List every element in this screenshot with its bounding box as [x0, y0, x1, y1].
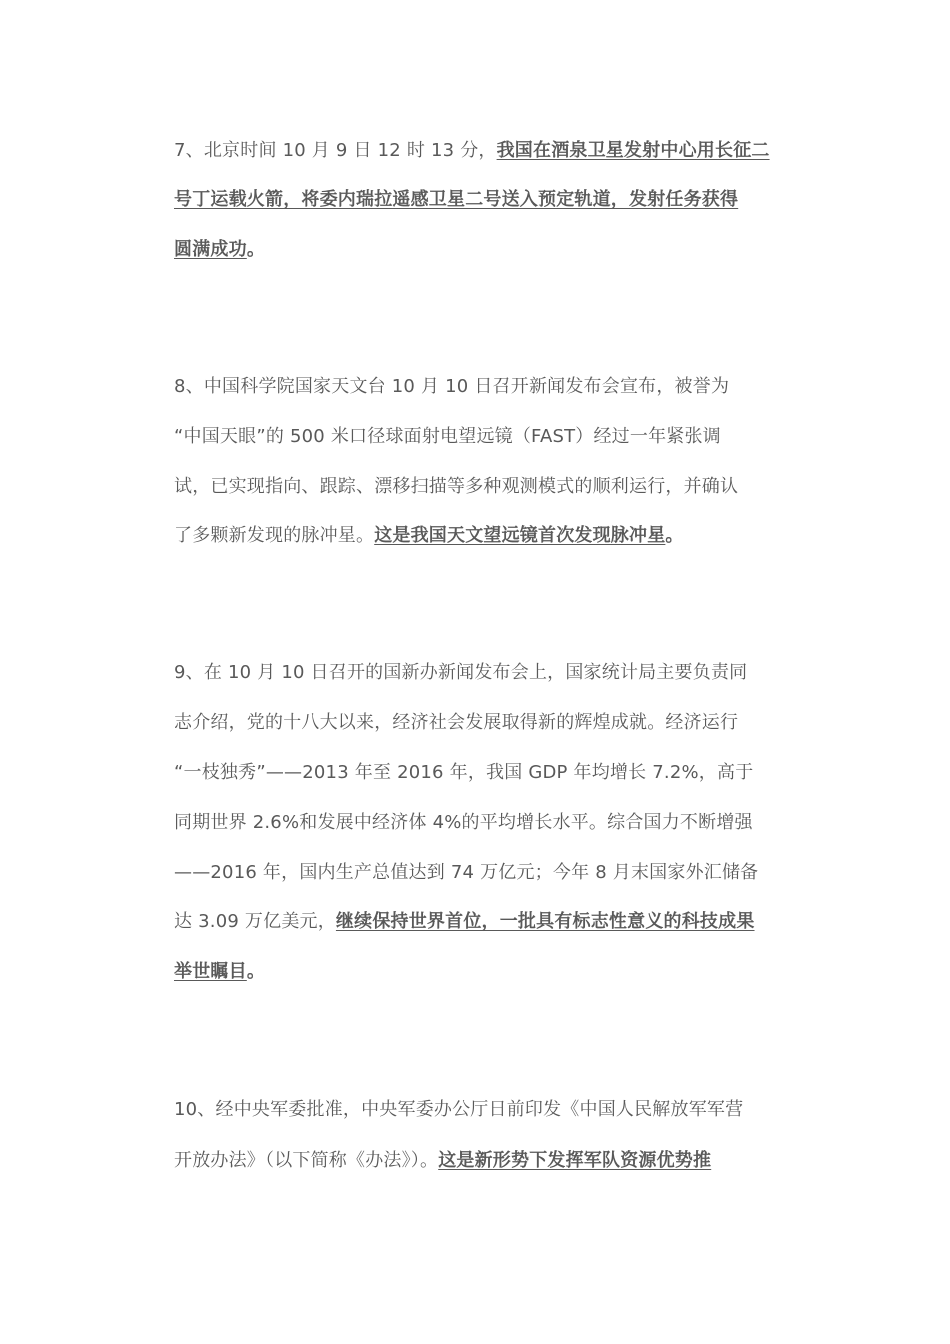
- item-7-line-3: [174, 238, 265, 262]
- emphasized-text: 这是我国天文望远镜首次发现脉冲星: [374, 525, 666, 546]
- item-8-line-3: [174, 475, 738, 499]
- emphasized-text: 号丁运载火箭，将委内瑞拉遥感卫星二号送入预定轨道，发射任务获得: [174, 189, 739, 210]
- item-7-line-1: [174, 139, 770, 163]
- plain-text: 同期世界 2.6%和发展中经济体 4%的平均增长水平。综合国力不断增强: [174, 812, 753, 833]
- item-8-line-2: [174, 425, 721, 449]
- plain-text: 试，已实现指向、跟踪、漂移扫描等多种观测模式的顺利运行，并确认: [174, 476, 739, 497]
- emphasized-text: 我国在酒泉卫星发射中心用长征二: [496, 140, 770, 161]
- item-9-line-4: [174, 811, 753, 835]
- item-9-line-5: [174, 861, 758, 885]
- plain-text: 9、在 10 月 10 日召开的国新办新闻发布会上，国家统计局主要负责同: [174, 662, 748, 683]
- plain-text: “中国天眼”的 500 米口径球面射电望远镜（FAST）经过一年紧张调: [174, 426, 721, 447]
- item-9-line-6: [174, 910, 755, 934]
- item-10-line-1: [174, 1098, 743, 1122]
- plain-text: “一枝独秀”——2013 年至 2016 年，我国 GDP 年均增长 7.2%，高于: [174, 762, 754, 783]
- emphasized-text: 继续保持世界首位，一批具有标志性意义的科技成果: [335, 911, 755, 932]
- emphasized-text: 这是新形势下发挥军队资源优势推: [438, 1150, 712, 1171]
- item-8-line-1: [174, 375, 729, 399]
- item-9-line-1: [174, 661, 747, 685]
- plain-text: ——2016 年，国内生产总值达到 74 万亿元；今年 8 月末国家外汇储备: [174, 862, 759, 883]
- emphasized-text: 举世瞩目: [174, 961, 247, 982]
- tail-punctuation: 。: [665, 525, 684, 546]
- plain-text: 达 3.09 万亿美元，: [174, 911, 336, 932]
- item-7-line-2: [174, 188, 738, 212]
- item-9-line-7: [174, 960, 265, 984]
- item-8-line-4: [174, 524, 684, 548]
- plain-text: 10、经中央军委批准，中央军委办公厅日前印发《中国人民解放军军营: [174, 1099, 744, 1120]
- tail-punctuation: 。: [246, 239, 266, 260]
- plain-text: 志介绍，党的十八大以来，经济社会发展取得新的辉煌成就。经济运行: [174, 712, 739, 733]
- plain-text: 8、中国科学院国家天文台 10 月 10 日召开新闻发布会宣布，被誉为: [174, 376, 730, 397]
- item-10-line-2: [174, 1149, 711, 1173]
- plain-text: 开放办法》（以下简称《办法》）。: [174, 1150, 439, 1171]
- plain-text: 了多颗新发现的脉冲星。: [174, 525, 375, 546]
- item-9-line-2: [174, 711, 738, 735]
- tail-punctuation: 。: [246, 961, 266, 982]
- emphasized-text: 圆满成功: [174, 239, 247, 260]
- item-9-line-3: [174, 761, 753, 785]
- plain-text: 7、北京时间 10 月 9 日 12 时 13 分，: [174, 140, 497, 161]
